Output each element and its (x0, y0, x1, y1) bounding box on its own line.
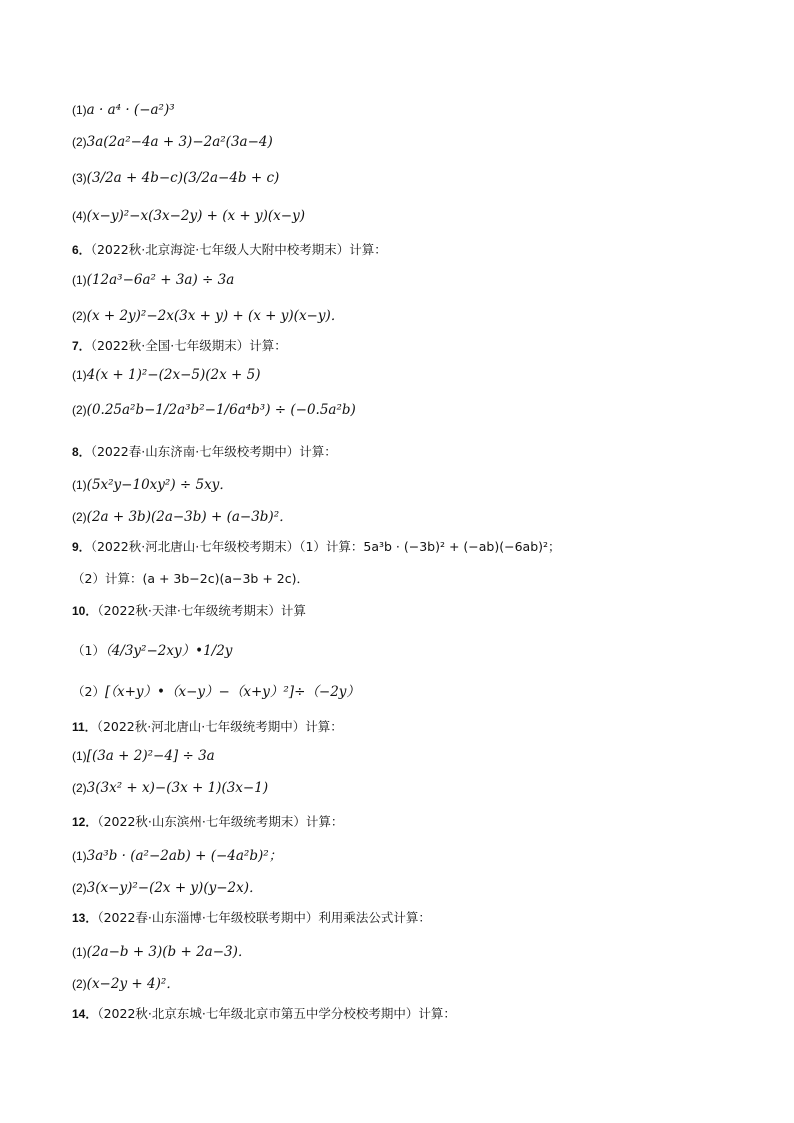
problem-number: 14． (72, 1007, 98, 1021)
item-label: (2) (72, 403, 87, 417)
item-label: (2) (72, 977, 87, 991)
problem-line (72, 473, 233, 493)
problem-heading (72, 812, 343, 830)
item-label: (1) (72, 273, 87, 287)
problem-heading (72, 336, 287, 354)
item-label: (2) (72, 510, 87, 524)
problem-line (72, 272, 234, 288)
problem-line (72, 780, 268, 796)
math-expression: 4(x + 1)²−(2x−5)(2x + 5) (86, 367, 261, 383)
problem-number: 9． (72, 540, 91, 554)
problem-number: 10． (72, 604, 98, 618)
math-expression: (x−y)²−x(3x−2y) + (x + y)(x−y) (86, 208, 306, 224)
problem-source: （2022春·山东淄博·七年级校联考期中）利用乘法公式计算： (97, 910, 431, 925)
problem-heading (72, 601, 306, 619)
math-expression: 3a(2a²−4a + 3)−2a²(3a−4) (86, 134, 273, 150)
item-label: (2) (72, 881, 87, 895)
problem-number: 6． (72, 243, 91, 257)
item-label: (4) (72, 209, 87, 223)
problem-line (72, 304, 344, 324)
problem-source: （2022秋·全国·七年级期末）计算： (90, 338, 287, 353)
math-expression: (2a + 3b)(2a−3b) + (a−3b)²． (86, 509, 293, 525)
math-expression: （2）计算：(a + 3b−2c)(a−3b + 2c)． (72, 571, 309, 586)
problem-source: （2022秋·天津·七年级统考期末）计算 (97, 603, 306, 618)
math-expression: （4/3y²−2xy）•1/2y (104, 643, 233, 659)
problem-heading (72, 1004, 456, 1022)
problem-number: 11． (72, 720, 97, 734)
problem-line (72, 102, 175, 118)
item-label: (2) (72, 309, 87, 323)
problem-line (72, 402, 356, 418)
problem-line (72, 134, 273, 150)
problem-line (72, 844, 282, 864)
problem-source: （2022秋·山东滨州·七年级统考期末）计算： (97, 814, 344, 829)
math-expression: 3(3x² + x)−(3x + 1)(3x−1) (86, 780, 269, 796)
problem-source: （2022春·山东济南·七年级校考期中）计算： (90, 444, 337, 459)
item-label: (3) (72, 171, 87, 185)
problem-line (72, 748, 215, 764)
problem-line (72, 367, 260, 383)
math-expression: (x + 2y)²−2x(3x + y) + (x + y)(x−y)． (86, 308, 345, 324)
math-expression: (2a−b + 3)(b + 2a−3)． (86, 944, 252, 960)
item-label: (1) (72, 849, 87, 863)
math-expression: (0.25a²b−1/2a³b²−1/6a⁴b³) ÷ (−0.5a²b) (86, 402, 356, 418)
problem-heading (72, 442, 337, 460)
math-expression: (12a³−6a² + 3a) ÷ 3a (86, 272, 235, 288)
problem-source: （2022秋·河北唐山·七年级校考期末）（1）计算：5a³b · (−3b)² + (−ab)(−6ab)²； (90, 539, 561, 554)
problem-line (72, 940, 251, 960)
problem-number: 7． (72, 339, 91, 353)
item-label: （2） (72, 684, 105, 699)
problem-heading (72, 908, 431, 926)
item-label: (1) (72, 945, 87, 959)
item-label: (2) (72, 781, 87, 795)
problem-heading (72, 537, 561, 555)
math-expression: [（x+y）•（x−y）−（x+y）²]÷（−2y） (104, 684, 360, 700)
problem-number: 8． (72, 445, 91, 459)
problem-line (72, 170, 279, 186)
math-expression: a · a⁴ · (−a²)³ (86, 102, 175, 118)
item-label: (1) (72, 368, 87, 382)
problem-heading (72, 240, 387, 258)
math-expression: 3(x−y)²−(2x + y)(y−2x)． (86, 880, 263, 896)
math-expression: 3a³b · (a²−2ab) + (−4a²b)²； (86, 848, 283, 864)
problem-number: 12． (72, 815, 98, 829)
problem-line (72, 680, 360, 700)
problem-line (72, 639, 232, 659)
problem-line (72, 505, 293, 525)
math-expression: (5x²y−10xy²) ÷ 5xy． (86, 477, 233, 493)
item-label: (1) (72, 103, 87, 117)
item-label: (1) (72, 749, 87, 763)
problem-line (72, 569, 309, 587)
math-expression: (x−2y + 4)²． (86, 976, 180, 992)
math-expression: [(3a + 2)²−4] ÷ 3a (86, 748, 215, 764)
problem-number: 13． (72, 911, 98, 925)
math-expression: (3/2a + 4b−c)(3/2a−4b + c) (86, 170, 280, 186)
problem-line (72, 208, 305, 224)
item-label: （1） (72, 643, 105, 658)
item-label: (2) (72, 135, 87, 149)
problem-line (72, 972, 180, 992)
problem-source: （2022秋·北京海淀·七年级人大附中校考期末）计算： (90, 242, 387, 257)
problem-heading (72, 717, 343, 735)
problem-line (72, 876, 263, 896)
problem-source: （2022秋·北京东城·七年级北京市第五中学分校校考期中）计算： (97, 1006, 456, 1021)
item-label: (1) (72, 478, 87, 492)
problem-source: （2022秋·河北唐山·七年级统考期中）计算： (96, 719, 343, 734)
